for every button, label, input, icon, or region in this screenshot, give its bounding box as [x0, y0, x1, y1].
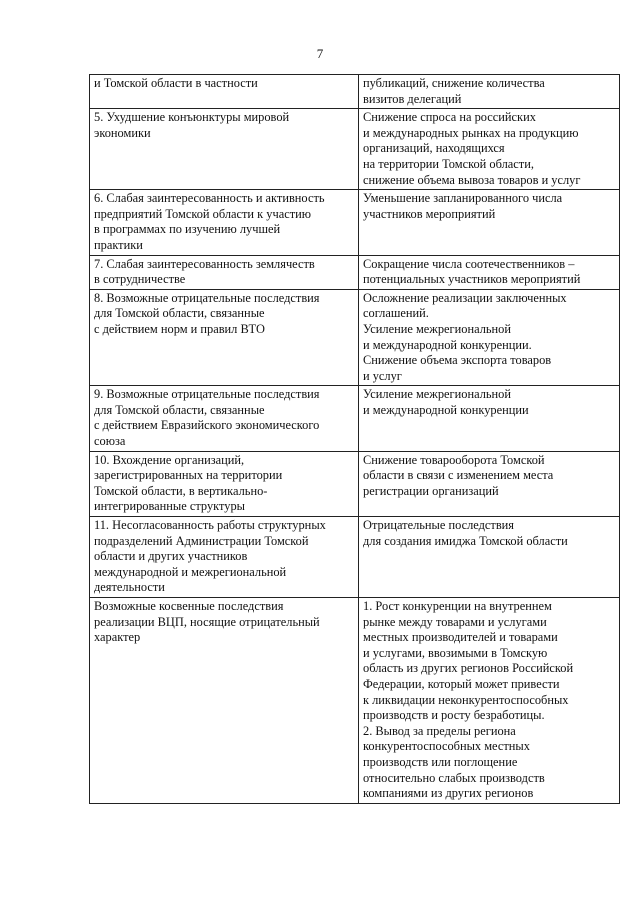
cell-text-line: организаций, находящихся	[363, 141, 505, 156]
cell-text-line: визитов делегаций	[363, 91, 462, 106]
cell-text-line: участников мероприятий	[363, 206, 496, 221]
consequence-cell	[359, 451, 620, 516]
cell-text-line: деятельности	[94, 580, 165, 595]
cell-text-line: снижение объема вывоза товаров и услуг	[363, 172, 581, 187]
cell-text-line: производств и росту безработицы.	[363, 708, 545, 723]
consequence-cell	[359, 517, 620, 598]
cell-text-line: 11. Несогласованность работы структурных	[94, 518, 326, 533]
cell-text-line: в программах по изучению лучшей	[94, 222, 281, 237]
risk-cell	[90, 598, 359, 804]
cell-text-line: 8. Возможные отрицательные последствия	[94, 290, 320, 305]
cell-text-line: для Томской области, связанные	[94, 402, 265, 417]
table-row	[90, 289, 620, 386]
cell-text-line: и услуг	[363, 368, 402, 383]
cell-text-line: местных производителей и товарами	[363, 630, 558, 645]
cell-text-line: реализации ВЦП, носящие отрицательный	[94, 614, 320, 629]
cell-text-line: и международных рынках на продукцию	[363, 125, 579, 140]
cell-text-line: на территории Томской области,	[363, 156, 534, 171]
table-row	[90, 190, 620, 255]
table-row	[90, 255, 620, 289]
cell-text-line: 10. Вхождение организаций,	[94, 452, 245, 467]
table-row	[90, 386, 620, 451]
consequence-cell	[359, 75, 620, 109]
cell-text-line: Снижение спроса на российских	[363, 110, 536, 125]
cell-text-line: международной и межрегиональной	[94, 564, 287, 579]
consequence-cell	[359, 598, 620, 804]
cell-text-line: зарегистрированных на территории	[94, 468, 283, 483]
cell-text-line: экономики	[94, 125, 151, 140]
risk-cell	[90, 517, 359, 598]
cell-text-line: конкурентоспособных местных	[363, 739, 530, 754]
consequence-cell	[359, 289, 620, 386]
cell-text-line: Уменьшение запланированного числа	[363, 191, 563, 206]
cell-text-line: 6. Слабая заинтересованность и активность	[94, 191, 325, 206]
cell-text-line: соглашений.	[363, 306, 429, 321]
table-row	[90, 75, 620, 109]
cell-text-line: и международной конкуренции	[363, 402, 529, 417]
cell-text-line: области и других участников	[94, 549, 248, 564]
cell-text-line: Сокращение числа соотечественников –	[363, 256, 575, 271]
consequence-cell	[359, 386, 620, 451]
cell-text-line: и Томской области в частности	[94, 76, 258, 90]
cell-text-line: производств или поглощение	[363, 754, 518, 769]
risk-cell	[90, 109, 359, 190]
table-row	[90, 517, 620, 598]
cell-text-line: с действием Евразийского экономического	[94, 418, 320, 433]
cell-text-line: с действием норм и правил ВТО	[94, 321, 265, 336]
consequence-cell	[359, 190, 620, 255]
cell-text-line: 2. Вывод за пределы региона	[363, 723, 516, 738]
cell-text-line: относительно слабых производств	[363, 770, 545, 785]
risk-cell	[90, 451, 359, 516]
cell-text-line: Снижение объема экспорта товаров	[363, 353, 552, 368]
consequence-cell	[359, 255, 620, 289]
cell-text-line: Снижение товарооборота Томской	[363, 452, 545, 467]
cell-text-line: и международной конкуренции.	[363, 337, 532, 352]
cell-text-line: предприятий Томской области к участию	[94, 206, 312, 221]
cell-text-line: и услугами, ввозимыми в Томскую	[363, 645, 548, 660]
cell-text-line: в сотрудничестве	[94, 272, 186, 287]
cell-text-line: 1. Рост конкуренции на внутреннем	[363, 599, 552, 613]
cell-text-line: 7. Слабая заинтересованность землячеств	[94, 256, 315, 271]
cell-text-line: Возможные косвенные последствия	[94, 599, 284, 613]
cell-text-line: Томской области, в вертикально-	[94, 483, 268, 498]
consequence-cell	[359, 109, 620, 190]
cell-text-line: рынке между товарами и услугами	[363, 614, 547, 629]
risk-consequences-table	[89, 74, 620, 804]
cell-text-line: Федерации, который может привести	[363, 676, 560, 691]
cell-text-line: интегрированные структуры	[94, 499, 245, 514]
cell-text-line: потенциальных участников мероприятий	[363, 272, 581, 287]
cell-text-line: публикаций, снижение количества	[363, 76, 545, 90]
risk-cell	[90, 386, 359, 451]
risk-cell	[90, 190, 359, 255]
cell-text-line: компаниями из других регионов	[363, 786, 534, 801]
cell-text-line: 5. Ухудшение конъюнктуры мировой	[94, 110, 290, 125]
cell-text-line: Усиление межрегиональной	[363, 321, 511, 336]
page-number: 7	[316, 46, 324, 61]
risk-cell	[90, 289, 359, 386]
cell-text-line: союза	[94, 434, 126, 449]
cell-text-line: подразделений Администрации Томской	[94, 533, 309, 548]
cell-text-line: к ликвидации неконкурентоспособных	[363, 692, 569, 707]
cell-text-line: для Томской области, связанные	[94, 306, 265, 321]
cell-text-line: для создания имиджа Томской области	[363, 533, 568, 548]
cell-text-line: характер	[94, 630, 141, 645]
table-row	[90, 109, 620, 190]
cell-text-line: 9. Возможные отрицательные последствия	[94, 387, 320, 402]
cell-text-line: Усиление межрегиональной	[363, 387, 511, 402]
table-row	[90, 598, 620, 804]
cell-text-line: Осложнение реализации заключенных	[363, 290, 567, 305]
table-row	[90, 451, 620, 516]
cell-text-line: регистрации организаций	[363, 483, 499, 498]
risk-cell	[90, 75, 359, 109]
cell-text-line: практики	[94, 237, 143, 252]
table-body	[90, 75, 620, 804]
risk-cell	[90, 255, 359, 289]
cell-text-line: область из других регионов Российской	[363, 661, 574, 676]
cell-text-line: области в связи с изменением места	[363, 468, 554, 483]
cell-text-line: Отрицательные последствия	[363, 518, 515, 533]
